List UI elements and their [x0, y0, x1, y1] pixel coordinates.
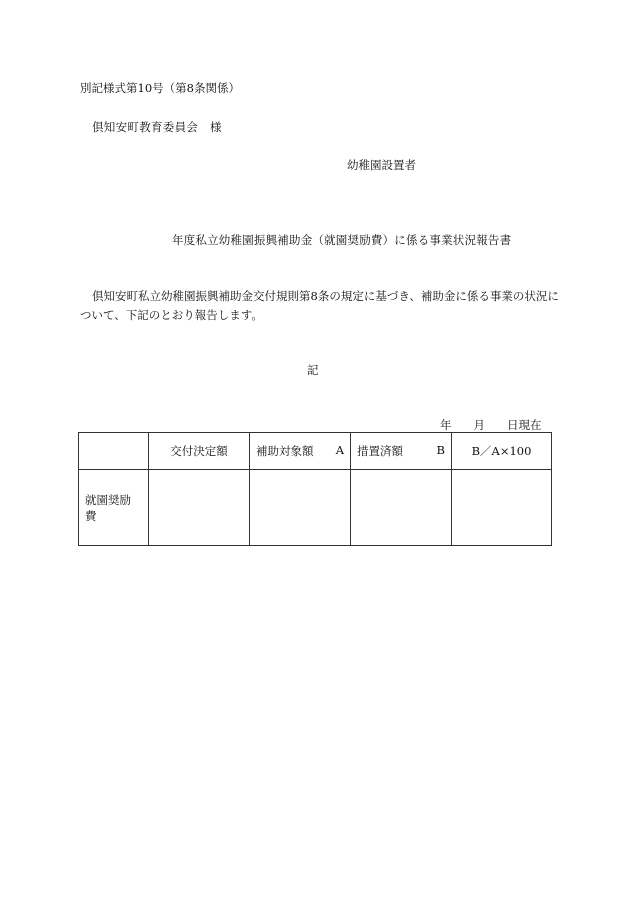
disbursed-mark: B [436, 443, 445, 457]
row-label: 就園奨励費 [79, 470, 149, 546]
date-year: 年 [440, 418, 452, 432]
form-number: 別記様式第10号（第8条関係） [80, 81, 240, 95]
subsidy-target-label: 補助対象額 [256, 444, 314, 458]
cell-subsidy-target[interactable] [250, 470, 351, 546]
table-row [79, 470, 552, 546]
date-day: 日現在 [507, 418, 542, 432]
cell-grant-amount[interactable] [149, 470, 250, 546]
table-header-row [79, 433, 552, 470]
cell-disbursed[interactable] [351, 470, 452, 546]
body-text: 倶知安町私立幼稚園振興補助金交付規則第8条の規定に基づき、補助金に係る事業の状況について、下記のとおり報告します。 [80, 289, 559, 322]
header-cell-ratio: B／A×100 [452, 433, 552, 470]
header-cell-disbursed [351, 433, 452, 470]
disbursed-label: 措置済額 [357, 444, 403, 458]
status-table [78, 432, 552, 546]
header-cell-blank [79, 433, 149, 470]
subsidy-target-mark: A [335, 443, 344, 457]
document-title: 年度私立幼稚園振興補助金（就園奨励費）に係る事業状況報告書 [172, 233, 512, 247]
header-cell-grant-amount: 交付決定額 [149, 433, 250, 470]
addressee: 倶知安町教育委員会 様 [92, 120, 222, 134]
establisher-label: 幼稚園設置者 [347, 158, 416, 172]
date-line [440, 417, 542, 433]
header-cell-subsidy-target [250, 433, 351, 470]
cell-ratio[interactable] [452, 470, 552, 546]
ki-heading: 記 [307, 363, 319, 377]
date-month: 月 [473, 418, 485, 432]
